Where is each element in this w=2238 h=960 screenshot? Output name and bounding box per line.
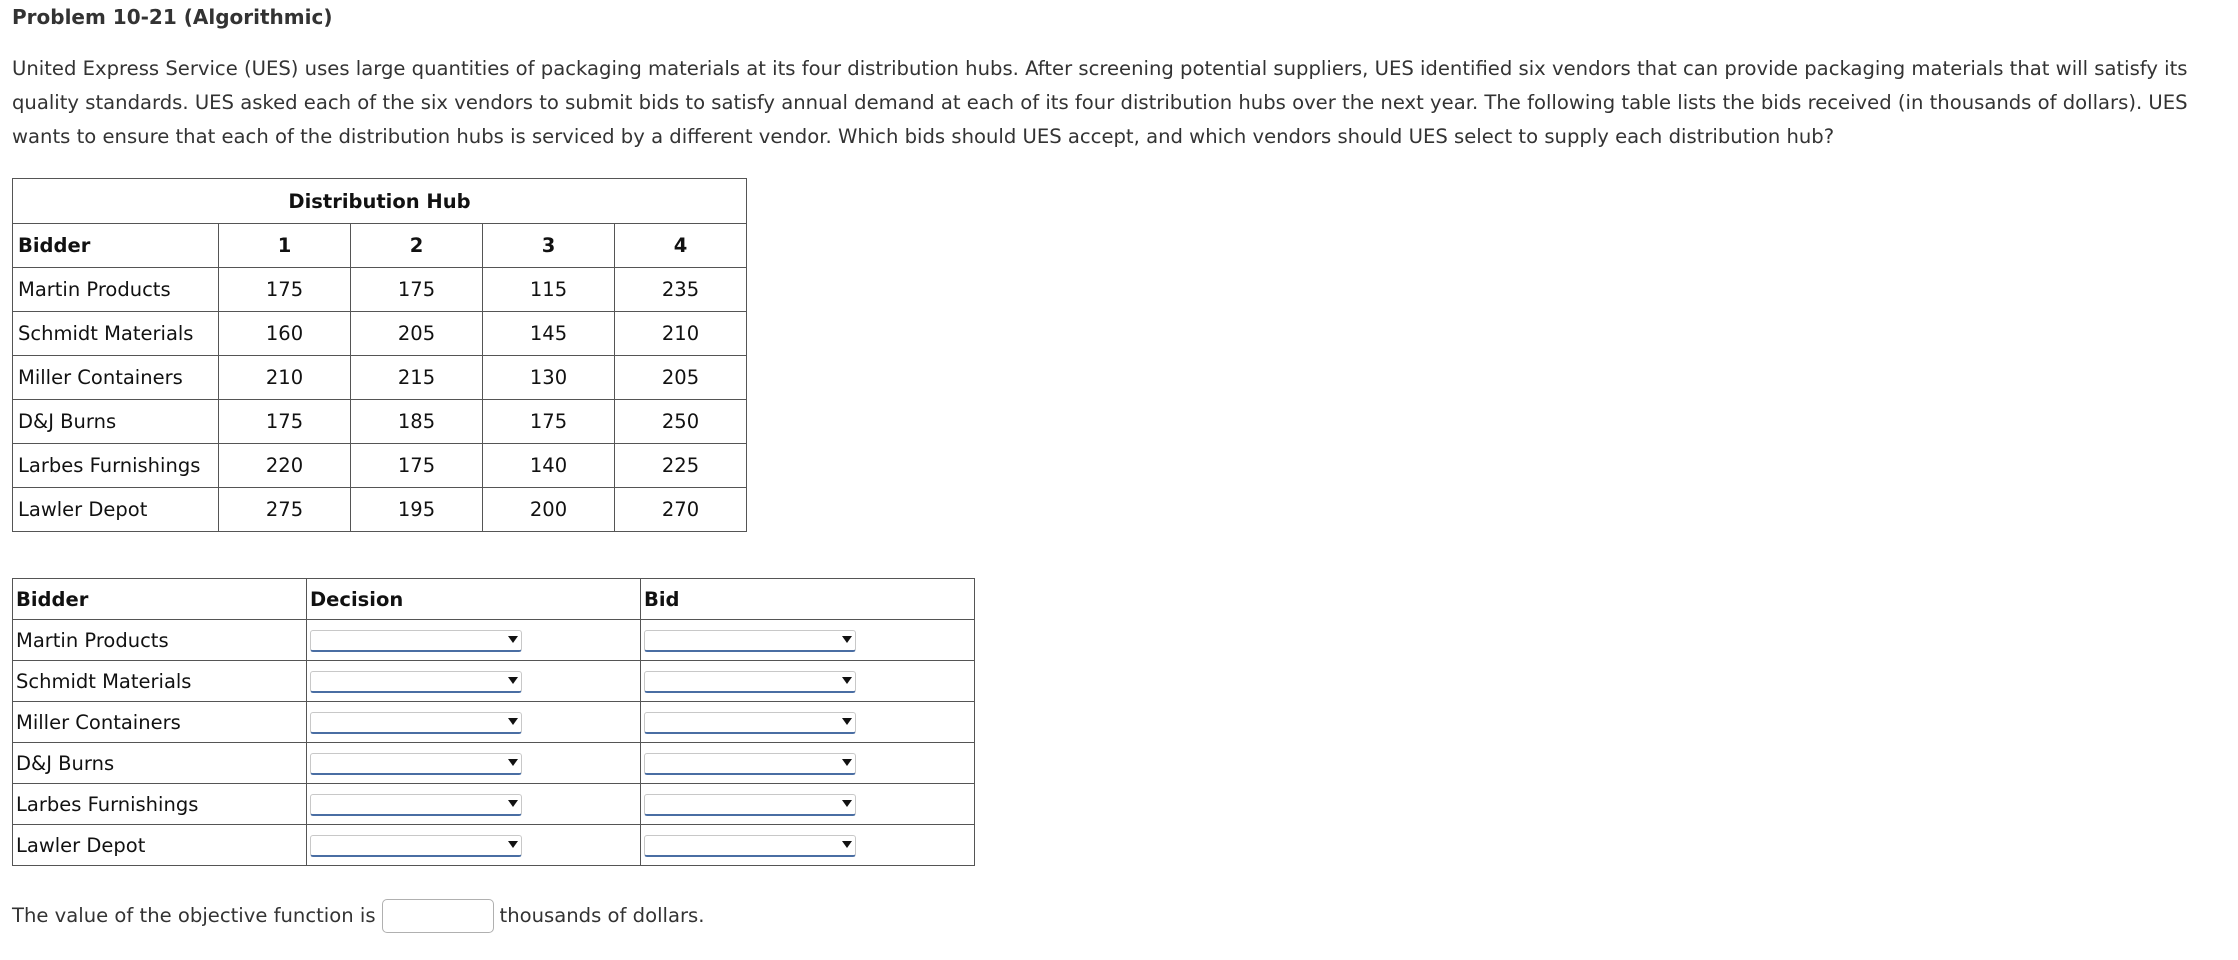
bid-value: 160 — [219, 312, 351, 356]
bid-value: 175 — [483, 400, 615, 444]
chevron-down-icon — [508, 636, 518, 643]
bid-value: 175 — [219, 268, 351, 312]
bidder-column-header: Bidder — [13, 224, 219, 268]
bid-value: 215 — [351, 356, 483, 400]
bid-dropdown[interactable] — [644, 835, 856, 857]
table-row — [13, 743, 975, 784]
bid-value: 225 — [615, 444, 747, 488]
table-row — [13, 312, 747, 356]
bid-value: 140 — [483, 444, 615, 488]
hub-1-header: 1 — [219, 224, 351, 268]
chevron-down-icon — [508, 718, 518, 725]
decision-dropdown[interactable] — [310, 671, 522, 693]
table-row — [13, 356, 747, 400]
bid-value: 115 — [483, 268, 615, 312]
answer-bidder-name: Miller Containers — [13, 702, 307, 743]
chevron-down-icon — [842, 636, 852, 643]
chevron-down-icon — [508, 759, 518, 766]
table-row — [13, 825, 975, 866]
bid-value: 185 — [351, 400, 483, 444]
objective-value-input[interactable] — [382, 899, 494, 933]
chevron-down-icon — [508, 841, 518, 848]
table-row — [13, 661, 975, 702]
bid-dropdown[interactable] — [644, 630, 856, 652]
answer-bidder-name: Larbes Furnishings — [13, 784, 307, 825]
bidder-name: Larbes Furnishings — [13, 444, 219, 488]
bid-value: 210 — [615, 312, 747, 356]
problem-statement: United Express Service (UES) uses large quantities of packaging materials at its four distribution hubs. After screening potential suppliers, UES identified six vendors that can provide packaging materials that will satisfy its quality standards. UES asked each of the six vendors to submit bids to satisfy annual demand at each of its four distribution hubs over the next year. The following table lists the bids received (in thousands of dollars). UES wants to ensure that each of the distribution hubs is serviced by a different vendor. Which bids should UES accept, and which vendors should UES select to supply each distribution hub? — [12, 57, 2188, 148]
bid-value: 200 — [483, 488, 615, 532]
hub-4-header: 4 — [615, 224, 747, 268]
objective-suffix: thousands of dollars. — [499, 904, 705, 927]
problem-title: Problem 10-21 (Algorithmic) — [12, 5, 333, 29]
bid-value: 175 — [351, 268, 483, 312]
decision-dropdown[interactable] — [310, 794, 522, 816]
chevron-down-icon — [842, 800, 852, 807]
objective-prefix: The value of the objective function is — [12, 904, 376, 927]
bid-dropdown[interactable] — [644, 794, 856, 816]
chevron-down-icon — [508, 677, 518, 684]
chevron-down-icon — [508, 800, 518, 807]
bid-dropdown[interactable] — [644, 671, 856, 693]
decision-dropdown[interactable] — [310, 712, 522, 734]
bid-value: 195 — [351, 488, 483, 532]
chevron-down-icon — [842, 841, 852, 848]
answer-bidder-header: Bidder — [13, 579, 307, 620]
table-row — [13, 488, 747, 532]
table-row — [13, 400, 747, 444]
bid-value: 205 — [351, 312, 483, 356]
chevron-down-icon — [842, 718, 852, 725]
hub-3-header: 3 — [483, 224, 615, 268]
answer-table — [12, 578, 975, 866]
table-row — [13, 702, 975, 743]
bid-value: 130 — [483, 356, 615, 400]
bid-header: Bid — [641, 579, 975, 620]
objective-function-line — [12, 896, 705, 936]
bidder-name: D&J Burns — [13, 400, 219, 444]
table-row — [13, 784, 975, 825]
distribution-hub-header: Distribution Hub — [13, 179, 747, 224]
bid-value: 145 — [483, 312, 615, 356]
bid-value: 235 — [615, 268, 747, 312]
bid-dropdown[interactable] — [644, 712, 856, 734]
bid-value: 220 — [219, 444, 351, 488]
chevron-down-icon — [842, 759, 852, 766]
bid-value: 205 — [615, 356, 747, 400]
bidder-name: Miller Containers — [13, 356, 219, 400]
answer-bidder-name: D&J Burns — [13, 743, 307, 784]
answer-bidder-name: Martin Products — [13, 620, 307, 661]
bid-value: 270 — [615, 488, 747, 532]
decision-dropdown[interactable] — [310, 835, 522, 857]
bid-value: 275 — [219, 488, 351, 532]
decision-dropdown[interactable] — [310, 753, 522, 775]
decision-header: Decision — [307, 579, 641, 620]
answer-header-row — [13, 579, 975, 620]
bidder-name: Schmidt Materials — [13, 312, 219, 356]
table-row — [13, 268, 747, 312]
bidder-name: Lawler Depot — [13, 488, 219, 532]
bids-table — [12, 178, 747, 532]
bid-value: 210 — [219, 356, 351, 400]
chevron-down-icon — [842, 677, 852, 684]
decision-dropdown[interactable] — [310, 630, 522, 652]
answer-bidder-name: Lawler Depot — [13, 825, 307, 866]
bid-value: 175 — [351, 444, 483, 488]
bid-value: 175 — [219, 400, 351, 444]
bids-header-row — [13, 224, 747, 268]
answer-bidder-name: Schmidt Materials — [13, 661, 307, 702]
hub-2-header: 2 — [351, 224, 483, 268]
table-row — [13, 444, 747, 488]
table-row — [13, 620, 975, 661]
bid-dropdown[interactable] — [644, 753, 856, 775]
bidder-name: Martin Products — [13, 268, 219, 312]
bid-value: 250 — [615, 400, 747, 444]
